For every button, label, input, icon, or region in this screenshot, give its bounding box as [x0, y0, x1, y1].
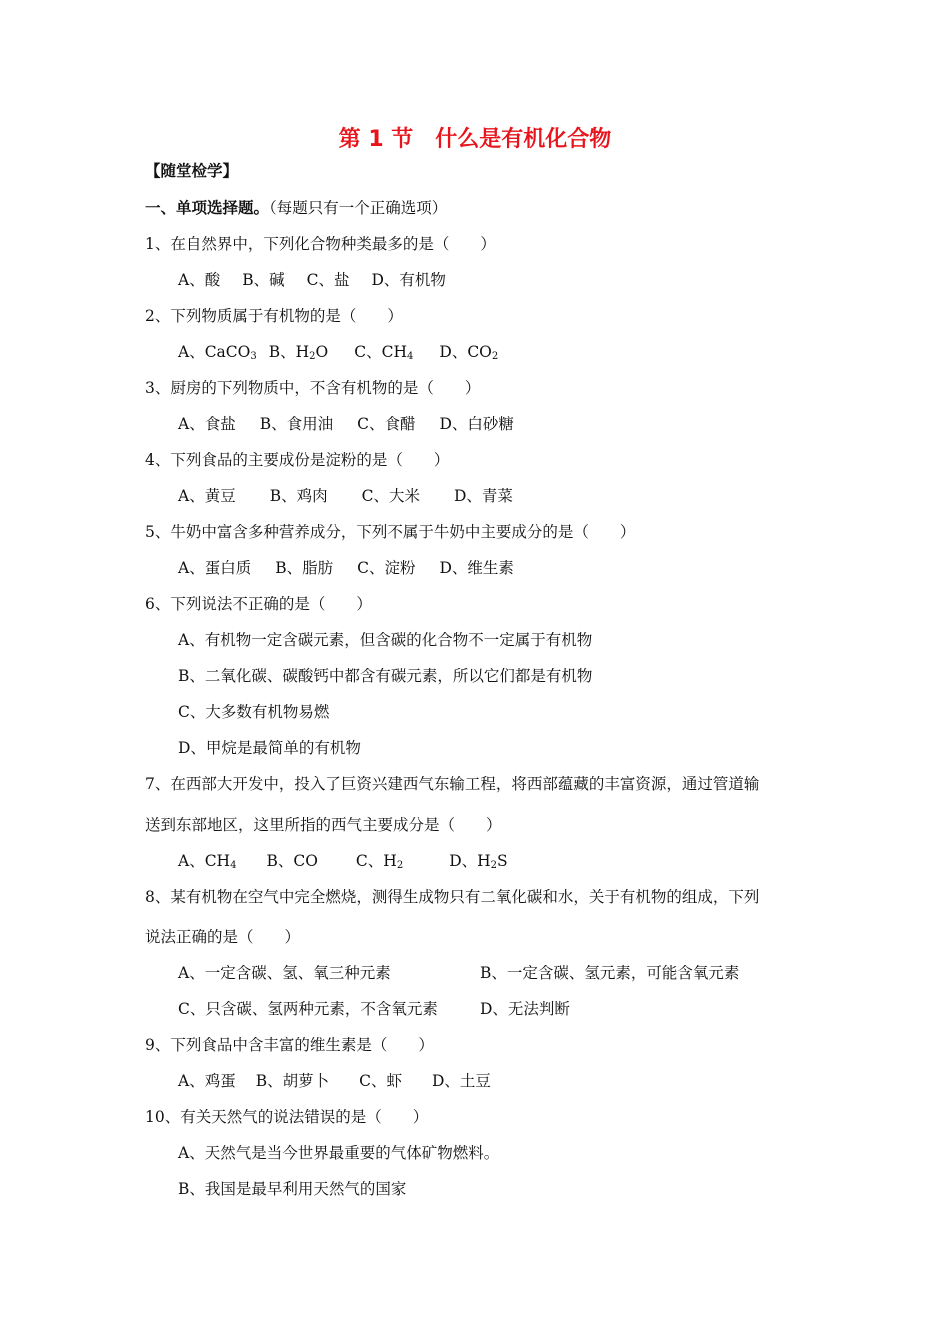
q6-option-b: B、二氧化碳、碳酸钙中都含有碳元素，所以它们都是有机物: [178, 667, 593, 685]
q2-option-a: A、CaCO$_3$: [178, 343, 257, 362]
question-10-stem: 10、有关天然气的说法错误的是（ ）: [145, 1108, 429, 1126]
q1-option-d: D、有机物: [371, 271, 446, 289]
part-heading-title: 一、单项选择题。: [145, 198, 270, 217]
q9-option-d: D、土豆: [431, 1072, 491, 1090]
q2-option-c: C、$CH_4$: [354, 343, 414, 362]
q1-option-b: B、碱: [242, 271, 285, 289]
question-2-options: [178, 342, 498, 362]
q4-option-b: B、鸡肉: [269, 487, 328, 505]
q9-option-a: A、鸡蛋: [178, 1072, 236, 1090]
q8-option-d: D、无法判断: [480, 1000, 570, 1018]
question-7-stem-line-1: 7、在西部大开发中，投入了巨资兴建西气东输工程，将西部蕴藏的丰富资源，通过管道输: [145, 775, 760, 793]
q3-option-b: B、食用油: [259, 415, 334, 433]
q6-option-c: C、大多数有机物易燃: [178, 703, 330, 721]
question-7-options: [178, 851, 508, 871]
q3-option-d: D、白砂糖: [439, 415, 514, 433]
q4-option-c: C、大米: [361, 487, 420, 505]
question-6-stem: 6、下列说法不正确的是（ ）: [145, 595, 372, 613]
section-label: 【随堂检学】: [145, 161, 239, 180]
question-9-options: [178, 1071, 491, 1091]
part-heading-note: （每题只有一个正确选项）: [269, 199, 448, 217]
question-7-stem-line-2: 送到东部地区，这里所指的西气主要成分是（ ）: [145, 816, 502, 834]
page-title: 第 1 节 什么是有机化合物: [338, 127, 612, 152]
question-5-stem: 5、牛奶中富含多种营养成分，下列不属于牛奶中主要成分的是（ ）: [145, 523, 636, 541]
q1-option-c: C、盐: [306, 271, 350, 289]
q10-option-b: B、我国是最早利用天然气的国家: [178, 1180, 407, 1198]
part-heading: [145, 198, 447, 218]
question-1-options: [178, 270, 446, 290]
q8-option-a: A、一定含碳、氢、氧三种元素: [178, 964, 391, 982]
q5-option-b: B、脂肪: [275, 559, 334, 577]
question-2-stem: 2、下列物质属于有机物的是（ ）: [145, 307, 403, 325]
question-3-options: [178, 414, 514, 434]
q8-option-c: C、只含碳、氢两种元素，不含氧元素: [178, 1000, 438, 1018]
question-4-options: [178, 486, 513, 506]
q2-option-d: D、$CO_2$: [439, 343, 499, 362]
q5-option-c: C、淀粉: [357, 559, 416, 577]
q10-option-a: A、天然气是当今世界最重要的气体矿物燃料。: [178, 1144, 500, 1162]
question-4-stem: 4、下列食品的主要成份是淀粉的是（ ）: [145, 451, 450, 469]
question-1-stem: 1、在自然界中，下列化合物种类最多的是（ ）: [145, 235, 496, 253]
q5-option-d: D、维生素: [439, 559, 514, 577]
q1-option-a: A、酸: [178, 271, 221, 289]
q9-option-c: C、虾: [359, 1072, 402, 1090]
q3-option-c: C、食醋: [357, 415, 416, 433]
question-5-options: [178, 558, 514, 578]
q5-option-a: A、蛋白质: [178, 559, 252, 577]
q2-option-b: B、$H_2O$: [268, 343, 329, 362]
question-3-stem: 3、厨房的下列物质中，不含有机物的是（ ）: [145, 379, 481, 397]
q7-option-d: D、$H_2S$: [449, 852, 508, 871]
q8-option-b: B、一定含碳、氢元素，可能含氧元素: [480, 964, 740, 982]
q7-option-b: B、CO: [266, 852, 318, 870]
q6-option-a: A、有机物一定含碳元素，但含碳的化合物不一定属于有机物: [178, 631, 593, 649]
q6-option-d: D、甲烷是最简单的有机物: [178, 739, 361, 757]
q4-option-d: D、青菜: [453, 487, 513, 505]
question-8-stem-line-2: 说法正确的是（ ）: [145, 928, 301, 946]
q7-option-a: A、$CH_4$: [178, 852, 237, 871]
question-8-stem-line-1: 8、某有机物在空气中完全燃烧，测得生成物只有二氧化碳和水，关于有机物的组成，下列: [145, 888, 760, 906]
q7-option-c: C、$H_2$: [355, 852, 404, 871]
q3-option-a: A、食盐: [178, 415, 236, 433]
q4-option-a: A、黄豆: [178, 487, 236, 505]
q9-option-b: B、胡萝卜: [255, 1072, 330, 1090]
question-9-stem: 9、下列食品中含丰富的维生素是（ ）: [145, 1036, 434, 1054]
